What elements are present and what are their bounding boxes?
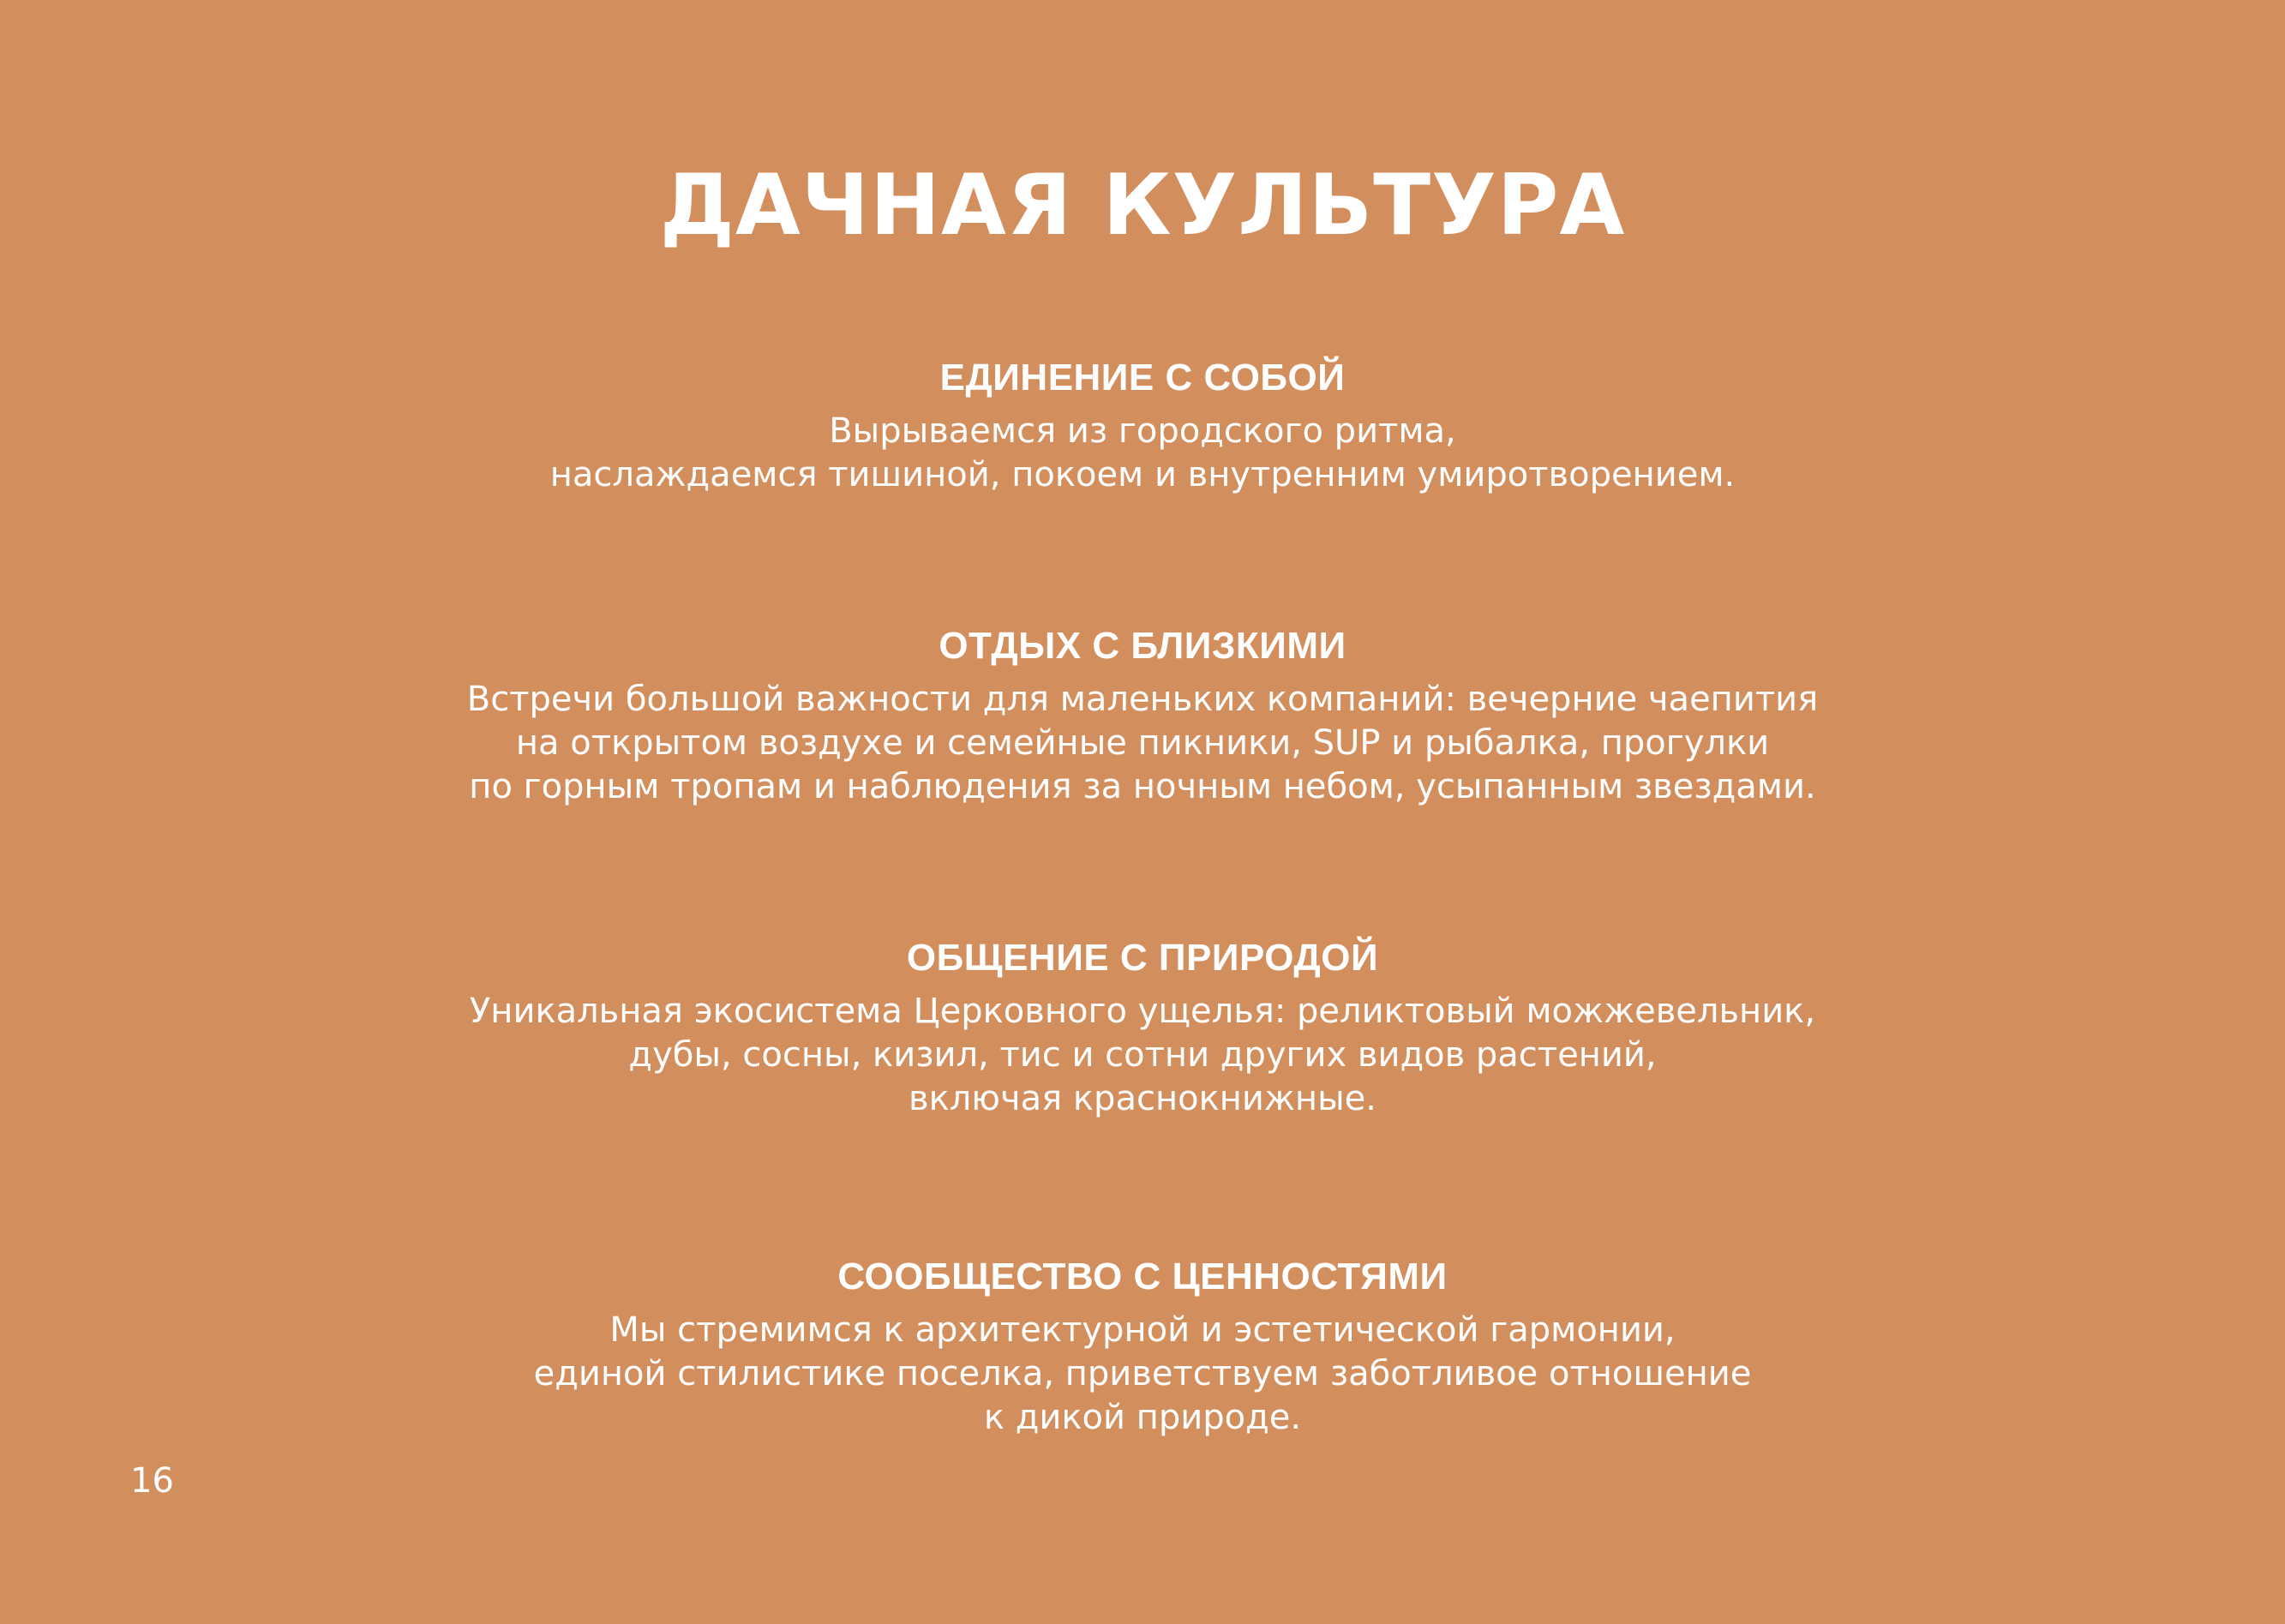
section-rest-with-family (0, 623, 2285, 809)
section-body (0, 410, 2285, 497)
section-body-line: по горным тропам и наблюдения за ночным небом, усыпанным звездами. (469, 767, 1816, 806)
section-body-line: дубы, сосны, кизил, тис и сотни других видов растений, (628, 1035, 1657, 1075)
section-body-line: к дикой природе. (983, 1398, 1302, 1437)
page-title: ДАЧНАЯ КУЛЬТУРА (659, 157, 1626, 255)
section-body (0, 678, 2285, 809)
section-body-line: включая краснокнижные. (909, 1079, 1376, 1118)
section-body-line: Мы стремимся к архитектурной и эстетической гармонии, (609, 1310, 1676, 1350)
section-heading: СООБЩЕСТВО С ЦЕННОСТЯМИ (837, 1255, 1448, 1297)
section-heading: ОТДЫХ С БЛИЗКИМИ (939, 625, 1346, 667)
page-number: 16 (130, 1461, 174, 1501)
section-body-line: на открытом воздухе и семейные пикники, SUP и рыбалка, прогулки (515, 723, 1770, 763)
section-heading: ЕДИНЕНИЕ С СОБОЙ (939, 357, 1346, 399)
section-body-line: единой стилистике поселка, приветствуем заботливое отношение (533, 1354, 1752, 1393)
section-body (0, 990, 2285, 1121)
section-community-with-values (0, 1254, 2285, 1440)
section-body (0, 1309, 2285, 1440)
section-unity-with-self (0, 355, 2285, 497)
section-body-line: наслаждаемся тишиной, покоем и внутренним умиротворением. (549, 455, 1736, 494)
section-body-line: Встречи большой важности для маленьких компаний: вечерние чаепития (466, 680, 1819, 719)
section-heading: ОБЩЕНИЕ С ПРИРОДОЙ (906, 937, 1379, 979)
section-body-line: Уникальная экосистема Церковного ущелья: реликтовый можжевельник, (469, 992, 1816, 1031)
section-body-line: Вырываемся из городского ритма, (829, 411, 1456, 451)
section-communication-with-nature (0, 935, 2285, 1121)
